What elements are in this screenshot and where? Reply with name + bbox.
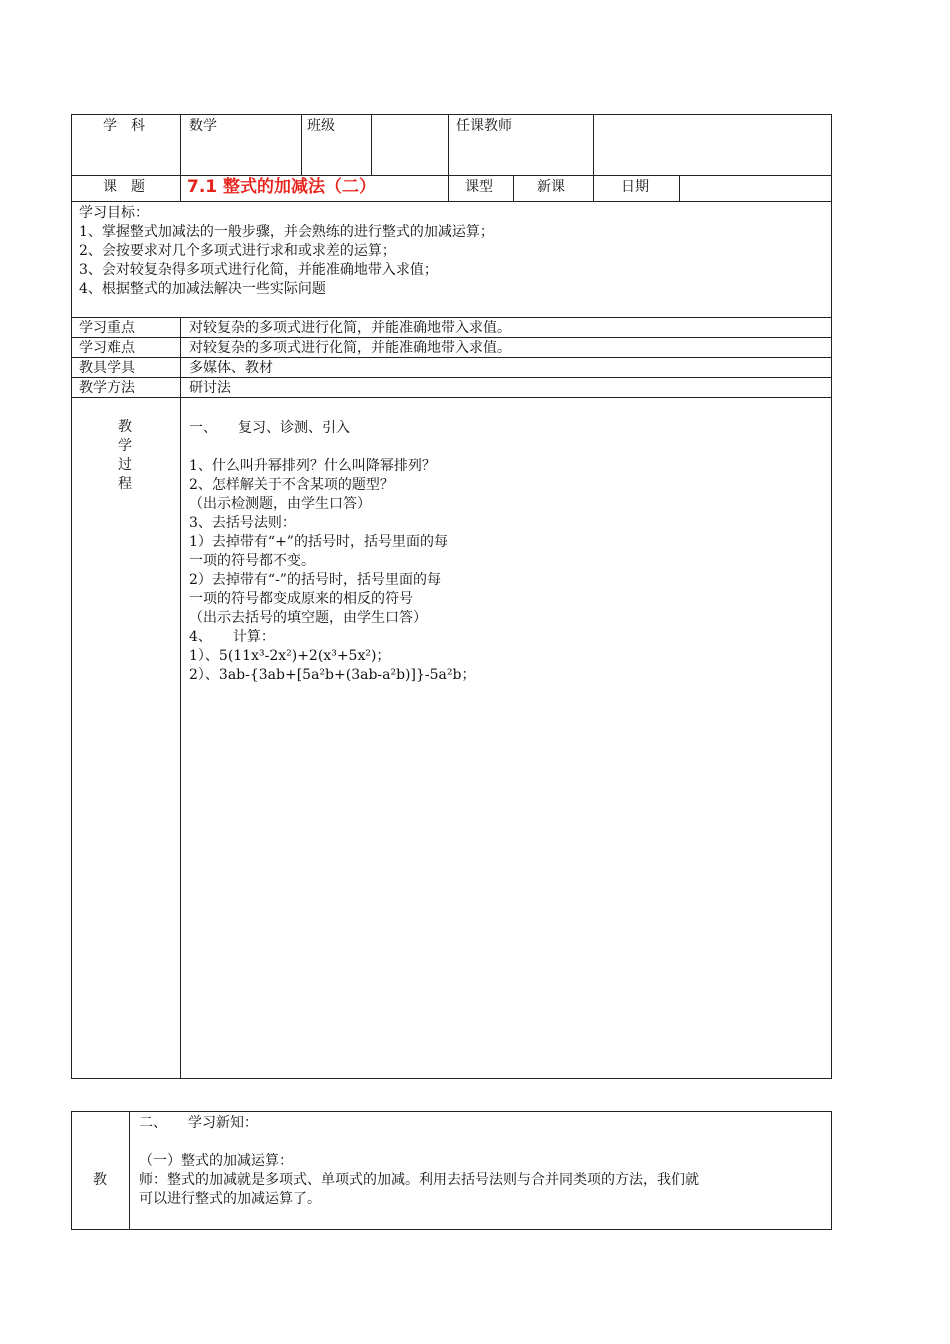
process-line: 2）去掉带有“-”的括号时，括号里面的每 (189, 572, 441, 588)
table-border (180, 317, 181, 1079)
teaching-method-label: 教学方法 (79, 380, 135, 396)
process-content (189, 457, 475, 685)
table-border (593, 114, 594, 202)
objective-item: 1、掌握整式加减法的一般步骤，并会熟练的进行整式的加减运算； (79, 224, 494, 240)
topic-label: 课 题 (103, 179, 145, 195)
process-label-char: 学 (118, 438, 132, 454)
table-border (71, 1078, 832, 1079)
table-border (71, 1111, 72, 1230)
objective-item: 2、会按要求对几个多项式进行求和或求差的运算； (79, 243, 396, 259)
difficulties-label: 学习难点 (79, 340, 135, 356)
process-line: 1）去掉带有“+”的括号时，括号里面的每 (189, 534, 448, 550)
table-border (71, 175, 832, 176)
table-border (71, 1229, 832, 1230)
objectives-heading: 学习目标： (79, 205, 149, 221)
table-border (71, 114, 832, 115)
table-border (71, 397, 832, 398)
table-border (180, 114, 181, 202)
paragraph-line: 师：整式的加减就是多项式、单项式的加减。利用去括号法则与合并同类项的方法，我们就 (139, 1172, 699, 1188)
second-table-label: 教 (93, 1172, 107, 1188)
teaching-aids-label: 教具学具 (79, 360, 135, 376)
objectives-section (79, 204, 494, 299)
date-label: 日期 (621, 179, 649, 195)
table-border (71, 1111, 832, 1112)
table-border (71, 114, 72, 1079)
teaching-aids-value: 多媒体、教材 (189, 360, 273, 376)
objective-item: 3、会对较复杂得多项式进行化简，并能准确地带入求值； (79, 262, 438, 278)
table-border (301, 114, 302, 175)
process-line: （出示检测题，由学生口答） (189, 496, 371, 512)
process-label-char: 教 (118, 419, 132, 435)
teaching-method-value: 研讨法 (189, 380, 231, 396)
process-line: 一项的符号都不变。 (189, 553, 315, 569)
lesson-type-label: 课型 (465, 179, 493, 195)
process-label-char: 程 (118, 476, 132, 492)
process-line: 1、什么叫升幂排列？什么叫降幂排列？ (189, 458, 436, 474)
table-border (448, 114, 449, 202)
process-label (110, 418, 140, 494)
subject-label: 学 科 (103, 118, 145, 134)
process-line: 一项的符号都变成原来的相反的符号 (189, 591, 413, 607)
table-border (513, 175, 514, 202)
key-points-value: 对较复杂的多项式进行化简，并能准确地带入求值。 (189, 320, 511, 336)
objective-item: 4、根据整式的加减法解决一些实际问题 (79, 281, 326, 297)
section-two-heading: 二、 学习新知： (139, 1115, 258, 1131)
lesson-type-value: 新课 (537, 179, 565, 195)
table-border (71, 201, 832, 202)
table-border (831, 1111, 832, 1230)
subject-value: 数学 (189, 118, 217, 134)
process-line: 4、 计算： (189, 629, 275, 645)
process-line: 2、怎样解关于不含某项的题型？ (189, 477, 394, 493)
topic-title: 7.1 整式的加减法（二） (187, 177, 377, 197)
table-border (71, 377, 832, 378)
section-one-heading: 一、 复习、诊测、引入 (189, 420, 350, 436)
section-two-content (139, 1152, 699, 1209)
table-border (129, 1111, 130, 1230)
process-line: （出示去括号的填空题，由学生口答） (189, 610, 427, 626)
class-label: 班级 (307, 118, 335, 134)
process-label-char: 过 (118, 457, 132, 473)
process-line: 2）、3ab-{3ab+[5a²b+(3ab-a²b)]}-5a²b； (189, 667, 476, 683)
key-points-label: 学习重点 (79, 320, 135, 336)
sub-heading: （一）整式的加减运算： (139, 1153, 293, 1169)
table-border (831, 114, 832, 1079)
teacher-label: 任课教师 (456, 118, 512, 134)
process-line: 3、去括号法则： (189, 515, 296, 531)
paragraph-line: 可以进行整式的加减运算了。 (139, 1191, 321, 1207)
table-border (679, 175, 680, 202)
table-border (371, 114, 372, 175)
process-line: 1）、5(11x³-2x²)+2(x³+5x²)； (189, 648, 391, 664)
difficulties-value: 对较复杂的多项式进行化简，并能准确地带入求值。 (189, 340, 511, 356)
